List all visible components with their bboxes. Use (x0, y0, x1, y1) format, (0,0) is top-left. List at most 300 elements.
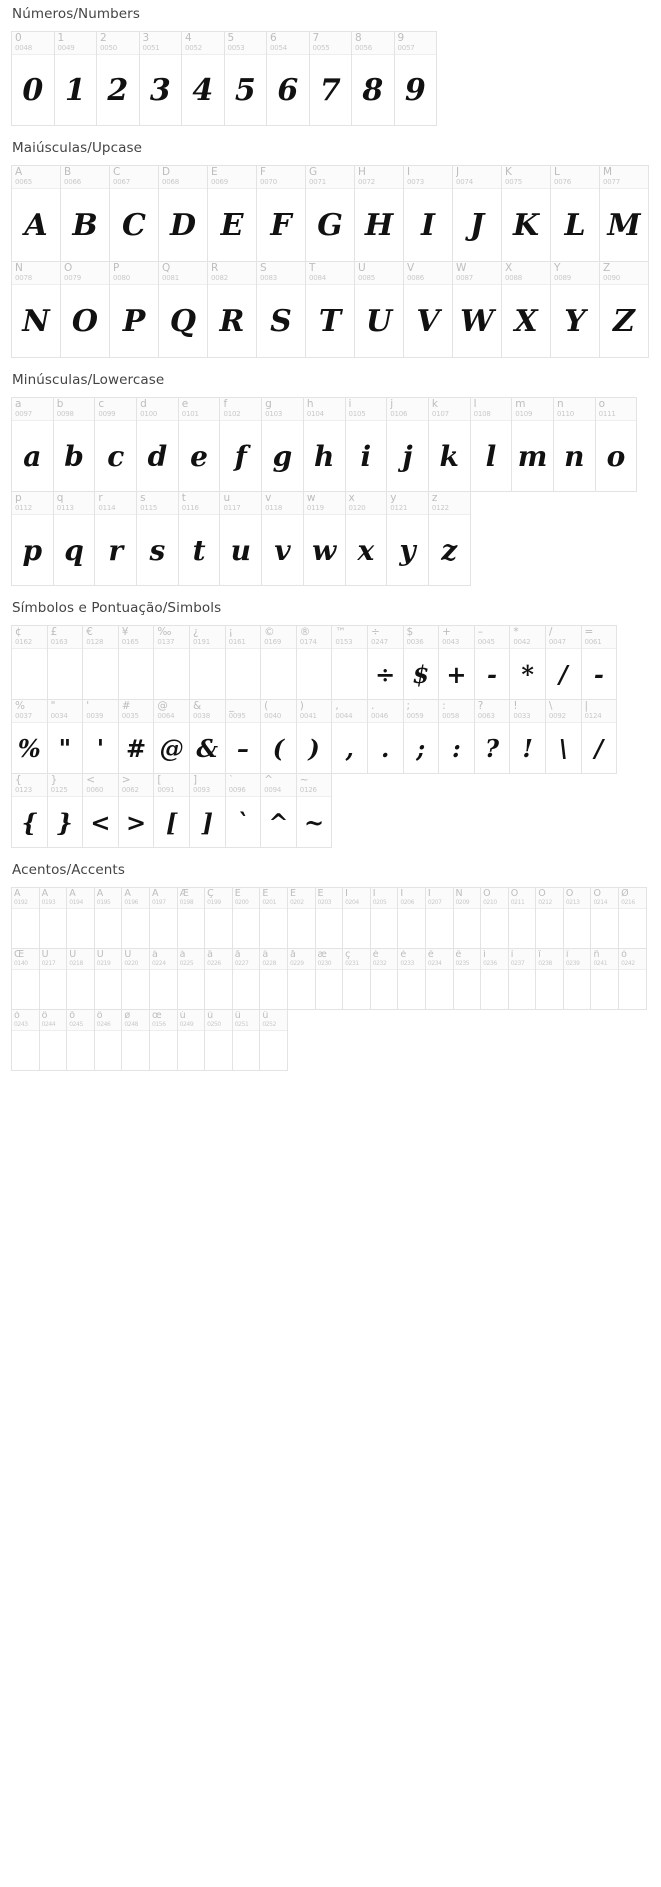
glyph-cell[interactable] (118, 625, 155, 700)
glyph-cell[interactable] (53, 397, 96, 492)
glyph-cell-header (205, 949, 232, 970)
glyph-character-label: Á (41, 889, 49, 899)
glyph-code-label: 0112 (15, 504, 33, 512)
glyph-cell-header (509, 949, 536, 970)
glyph-cell[interactable] (11, 397, 54, 492)
glyph-preview: : (451, 733, 461, 763)
glyph-cell[interactable] (287, 887, 316, 949)
glyph-cell[interactable] (207, 165, 257, 262)
glyph-cell[interactable] (474, 625, 511, 700)
glyph-cell[interactable] (354, 261, 404, 358)
glyph-cell[interactable] (296, 773, 333, 848)
glyph-cell[interactable] (397, 948, 426, 1010)
glyph-character-label: g (265, 399, 272, 410)
glyph-cell[interactable] (287, 948, 316, 1010)
glyph-cell-header (582, 626, 617, 649)
glyph-cell[interactable] (386, 397, 429, 492)
glyph-cell[interactable] (550, 261, 600, 358)
glyph-cell[interactable] (219, 397, 262, 492)
glyph-preview: ! (522, 733, 533, 763)
glyph-cell[interactable] (428, 397, 471, 492)
glyph-cell[interactable] (261, 491, 304, 586)
glyph-cell[interactable] (224, 31, 268, 126)
glyph-cell-header (262, 492, 303, 515)
glyph-code-label: 0062 (121, 786, 139, 794)
glyph-cell[interactable] (177, 948, 206, 1010)
glyph-code-label: 0035 (121, 712, 139, 720)
glyph-cell[interactable] (403, 165, 453, 262)
glyph-cell[interactable] (535, 948, 564, 1010)
glyph-code-label: 0219 (96, 960, 111, 967)
glyph-cell[interactable] (204, 887, 233, 949)
glyph-cell[interactable] (303, 491, 346, 586)
glyph-code-label: 0117 (223, 504, 241, 512)
glyph-cell[interactable] (509, 699, 546, 774)
glyph-cell-header (288, 888, 315, 909)
glyph-character-label: È (234, 889, 241, 899)
glyph-preview: y (399, 533, 416, 567)
glyph-character-label: Ñ (455, 889, 463, 899)
glyph-code-label: 0097 (15, 410, 33, 418)
glyph-character-label: q (56, 493, 64, 504)
glyph-code-label: 0066 (64, 178, 82, 186)
glyph-cell[interactable] (225, 625, 262, 700)
glyph-cell-header (137, 492, 178, 515)
glyph-cell[interactable] (474, 699, 511, 774)
glyph-cell[interactable] (177, 887, 206, 949)
glyph-cell[interactable] (189, 625, 226, 700)
glyph-code-label: 0086 (407, 274, 425, 282)
glyph-code-label: 0046 (370, 712, 388, 720)
glyph-cell[interactable] (82, 625, 119, 700)
glyph-cell[interactable] (158, 165, 208, 262)
glyph-cell[interactable] (121, 948, 150, 1010)
glyph-cell[interactable] (595, 397, 638, 492)
glyph-cell[interactable] (590, 887, 619, 949)
glyph-code-label: 0098 (56, 410, 74, 418)
glyph-cell[interactable] (259, 1009, 288, 1071)
glyph-cell[interactable] (261, 397, 304, 492)
glyph-preview: 8 (362, 72, 384, 108)
glyph-preview (12, 909, 39, 948)
glyph-code-label: 0247 (370, 638, 388, 646)
glyph-code-label: 0083 (260, 274, 278, 282)
glyph-code-label: 0067 (113, 178, 131, 186)
glyph-cell[interactable] (94, 887, 123, 949)
glyph-character-label: É (262, 889, 269, 899)
glyph-cell-header (233, 949, 260, 970)
glyph-character-label: m (515, 399, 526, 410)
glyph-cell[interactable] (480, 948, 509, 1010)
glyph-cell[interactable] (204, 948, 233, 1010)
glyph-cell[interactable] (403, 625, 440, 700)
glyph-cell[interactable] (453, 948, 482, 1010)
glyph-cell[interactable] (232, 1009, 261, 1071)
glyph-preview (226, 649, 261, 699)
glyph-cell-header (159, 262, 207, 285)
glyph-cell[interactable] (153, 625, 190, 700)
glyph-character-label: © (264, 627, 275, 638)
glyph-character-label: Ï (427, 889, 431, 899)
glyph-character-label: b (56, 399, 64, 410)
glyph-character-label: ™ (335, 627, 346, 638)
glyph-cell[interactable] (438, 699, 475, 774)
glyph-preview (288, 909, 315, 948)
section-title: Maiúsculas/Upcase (12, 140, 143, 156)
glyph-cell[interactable] (260, 773, 297, 848)
glyph-cell[interactable] (545, 625, 582, 700)
glyph-cell[interactable] (11, 31, 55, 126)
glyph-cell[interactable] (94, 1009, 123, 1071)
glyph-cell[interactable] (189, 773, 226, 848)
glyph-cell[interactable] (94, 397, 137, 492)
glyph-character-label: a (15, 399, 22, 410)
glyph-code-label: 0040 (264, 712, 282, 720)
glyph-code-label: 0220 (124, 960, 139, 967)
glyph-code-label: 0099 (98, 410, 116, 418)
glyph-cell[interactable] (354, 165, 404, 262)
glyph-cell[interactable] (315, 887, 344, 949)
glyph-cell[interactable] (260, 699, 297, 774)
glyph-preview: u (230, 533, 251, 567)
glyph-cell-header (40, 1010, 67, 1031)
glyph-cell[interactable] (82, 773, 119, 848)
glyph-cell[interactable] (266, 31, 310, 126)
glyph-preview (261, 649, 296, 699)
glyph-cell-header (387, 398, 428, 421)
glyph-character-label: @ (157, 701, 168, 712)
glyph-cell[interactable] (342, 948, 371, 1010)
glyph-cell[interactable] (296, 625, 333, 700)
glyph-cell[interactable] (403, 699, 440, 774)
glyph-cell[interactable] (342, 887, 371, 949)
glyph-preview: @ (159, 733, 184, 763)
glyph-cell[interactable] (181, 31, 225, 126)
glyph-cell[interactable] (11, 948, 40, 1010)
glyph-cell[interactable] (11, 887, 40, 949)
glyph-preview: - (487, 659, 497, 689)
glyph-cell[interactable] (501, 261, 551, 358)
glyph-cell[interactable] (11, 625, 48, 700)
glyph-cell-header (233, 888, 260, 909)
glyph-cell[interactable] (94, 948, 123, 1010)
glyph-code-label: 0126 (299, 786, 317, 794)
glyph-cell[interactable] (109, 261, 159, 358)
glyph-cell[interactable] (136, 397, 179, 492)
glyph-cell[interactable] (367, 699, 404, 774)
glyph-code-label: 0044 (335, 712, 353, 720)
glyph-character-label: Ù (41, 950, 49, 960)
glyph-cell[interactable] (82, 699, 119, 774)
glyph-cell[interactable] (39, 887, 68, 949)
glyph-cell[interactable] (553, 397, 596, 492)
glyph-cell[interactable] (397, 887, 426, 949)
glyph-character-label: { (15, 775, 22, 786)
glyph-cell[interactable] (207, 261, 257, 358)
glyph-preview: s (149, 533, 166, 567)
glyph-cell[interactable] (66, 948, 95, 1010)
glyph-character-label: ` (228, 775, 234, 786)
glyph-cell-header (510, 626, 545, 649)
glyph-cell[interactable] (256, 165, 306, 262)
glyph-character-label: : (442, 701, 446, 712)
glyph-cell[interactable] (178, 491, 221, 586)
glyph-preview (536, 909, 563, 948)
glyph-cell[interactable] (452, 261, 502, 358)
glyph-cell[interactable] (158, 261, 208, 358)
glyph-cell[interactable] (39, 948, 68, 1010)
glyph-cell[interactable] (11, 165, 61, 262)
glyph-cell[interactable] (121, 1009, 150, 1071)
glyph-character-label: _ (228, 701, 234, 712)
glyph-cell[interactable] (153, 699, 190, 774)
glyph-code-label: 0069 (211, 178, 229, 186)
glyph-code-label: 0102 (223, 410, 241, 418)
glyph-preview: r (108, 533, 124, 567)
glyph-cell[interactable] (470, 397, 513, 492)
glyph-code-label: 0053 (227, 44, 245, 52)
glyph-cell[interactable] (394, 31, 438, 126)
glyph-cell[interactable] (599, 261, 649, 358)
glyph-preview (233, 970, 260, 1009)
glyph-preview: ' (96, 733, 105, 763)
glyph-preview (122, 1031, 149, 1070)
glyph-cell[interactable] (563, 948, 592, 1010)
glyph-cell[interactable] (581, 625, 618, 700)
glyph-code-label: 0091 (157, 786, 175, 794)
glyph-cell[interactable] (149, 887, 178, 949)
glyph-cell-header (371, 949, 398, 970)
glyph-preview (119, 649, 154, 699)
glyph-cell[interactable] (309, 31, 353, 126)
glyph-cell[interactable] (501, 165, 551, 262)
glyph-code-label: 0051 (142, 44, 160, 52)
glyph-code-label: 0214 (593, 899, 608, 906)
glyph-character-label: Ç (207, 889, 214, 899)
glyph-cell[interactable] (438, 625, 475, 700)
glyph-cell-header (591, 949, 618, 970)
glyph-cell[interactable] (303, 397, 346, 492)
glyph-cell-header (453, 262, 501, 285)
glyph-cell[interactable] (204, 1009, 233, 1071)
glyph-cell[interactable] (345, 397, 388, 492)
glyph-cell[interactable] (331, 625, 368, 700)
glyph-cell[interactable] (256, 261, 306, 358)
glyph-cell[interactable] (54, 31, 98, 126)
glyph-cell[interactable] (370, 887, 399, 949)
glyph-cell-header (159, 166, 207, 189)
glyph-cell[interactable] (121, 887, 150, 949)
glyph-cell[interactable] (345, 491, 388, 586)
glyph-cell[interactable] (618, 948, 647, 1010)
glyph-cell-header (208, 262, 256, 285)
glyph-cell[interactable] (47, 773, 84, 848)
glyph-preview: D (169, 207, 196, 243)
glyph-cell[interactable] (331, 699, 368, 774)
glyph-code-label: 0249 (179, 1021, 194, 1028)
glyph-cell[interactable] (47, 625, 84, 700)
glyph-code-label: 0105 (348, 410, 366, 418)
glyph-cell[interactable] (118, 773, 155, 848)
glyph-cell-header (179, 492, 220, 515)
glyph-cell[interactable] (11, 491, 54, 586)
glyph-cell-header (332, 626, 367, 649)
glyph-cell[interactable] (60, 261, 110, 358)
glyph-cell[interactable] (351, 31, 395, 126)
glyph-section (12, 6, 649, 126)
glyph-character-label: ^ (264, 775, 273, 786)
glyph-code-label: 0107 (431, 410, 449, 418)
glyph-cell[interactable] (109, 165, 159, 262)
glyph-cell[interactable] (149, 1009, 178, 1071)
glyph-cell[interactable] (425, 887, 454, 949)
glyph-cell[interactable] (259, 948, 288, 1010)
glyph-character-label: . (370, 701, 375, 712)
glyph-cell[interactable] (581, 699, 618, 774)
glyph-code-label: 0058 (442, 712, 460, 720)
glyph-preview (481, 970, 508, 1009)
glyph-cell[interactable] (259, 887, 288, 949)
glyph-cell[interactable] (47, 699, 84, 774)
glyph-cell[interactable] (11, 1009, 40, 1071)
glyph-code-label: 0101 (181, 410, 199, 418)
glyph-code-label: 0120 (348, 504, 366, 512)
glyph-cell[interactable] (225, 773, 262, 848)
glyph-preview (509, 909, 536, 948)
glyph-cell[interactable] (219, 491, 262, 586)
glyph-character-label: â (207, 950, 213, 960)
glyph-cell[interactable] (305, 165, 355, 262)
glyph-cell[interactable] (39, 1009, 68, 1071)
glyph-cell-header (260, 1010, 287, 1031)
glyph-cell[interactable] (178, 397, 221, 492)
glyph-cell[interactable] (509, 625, 546, 700)
glyph-cell[interactable] (232, 948, 261, 1010)
glyph-cell[interactable] (66, 1009, 95, 1071)
glyph-character-label: æ (317, 950, 327, 960)
glyph-cell-header (179, 398, 220, 421)
glyph-preview (67, 1031, 94, 1070)
glyph-cell[interactable] (177, 1009, 206, 1071)
glyph-cell[interactable] (232, 887, 261, 949)
glyph-cell[interactable] (296, 699, 333, 774)
glyph-cell[interactable] (53, 491, 96, 586)
glyph-code-label: 0174 (299, 638, 317, 646)
glyph-code-label: 0060 (86, 786, 104, 794)
glyph-code-label: 0169 (264, 638, 282, 646)
glyph-cell-header (395, 32, 437, 55)
glyph-cell-header (220, 398, 261, 421)
glyph-preview (564, 909, 591, 948)
glyph-code-label: 0250 (207, 1021, 221, 1028)
glyph-cell[interactable] (508, 948, 537, 1010)
glyph-cell[interactable] (618, 887, 647, 949)
glyph-character-label: Î (400, 889, 404, 899)
glyph-preview: Z (613, 303, 635, 339)
glyph-cell[interactable] (118, 699, 155, 774)
glyph-cell-header (316, 949, 343, 970)
glyph-preview (591, 970, 618, 1009)
glyph-cell[interactable] (550, 165, 600, 262)
glyph-cell-header (368, 626, 403, 649)
glyph-cell[interactable] (315, 948, 344, 1010)
glyph-preview: R (219, 303, 245, 339)
bottom-spacer (12, 1071, 649, 1097)
glyph-character-label: Ø (621, 889, 629, 899)
glyph-cell[interactable] (153, 773, 190, 848)
glyph-cell[interactable] (225, 699, 262, 774)
glyph-code-label: 0236 (483, 960, 497, 967)
glyph-cell-header (150, 1010, 177, 1031)
glyph-character-label: Ã (96, 889, 104, 899)
glyph-preview: - (593, 659, 604, 689)
glyph-cell[interactable] (403, 261, 453, 358)
glyph-cell[interactable] (94, 491, 137, 586)
glyph-code-label: 0195 (96, 899, 111, 906)
glyph-preview: U (365, 303, 393, 339)
glyph-character-label: Q (162, 263, 171, 274)
glyph-cell[interactable] (386, 491, 429, 586)
glyph-cell[interactable] (508, 887, 537, 949)
glyph-code-label: 0064 (157, 712, 175, 720)
glyph-cell[interactable] (452, 165, 502, 262)
glyph-preview: w (312, 533, 337, 567)
glyph-cell[interactable] (11, 699, 48, 774)
glyph-cell[interactable] (511, 397, 554, 492)
glyph-cell[interactable] (370, 948, 399, 1010)
glyph-cell[interactable] (367, 625, 404, 700)
glyph-cell[interactable] (96, 31, 140, 126)
glyph-cell[interactable] (590, 948, 619, 1010)
glyph-cell[interactable] (535, 887, 564, 949)
glyph-cell-header (297, 626, 332, 649)
glyph-cell[interactable] (260, 625, 297, 700)
glyph-character-label: £ (50, 627, 58, 638)
glyph-code-label: 0230 (317, 960, 332, 967)
glyph-cell[interactable] (136, 491, 179, 586)
glyph-preview: e (190, 439, 208, 473)
glyph-cell[interactable] (428, 491, 471, 586)
glyph-cell[interactable] (66, 887, 95, 949)
glyph-code-label: 0246 (96, 1021, 111, 1028)
glyph-cell[interactable] (425, 948, 454, 1010)
glyph-cell-header (122, 888, 149, 909)
glyph-cell[interactable] (11, 261, 61, 358)
glyph-cell[interactable] (189, 699, 226, 774)
glyph-cell[interactable] (11, 773, 48, 848)
glyph-cell[interactable] (563, 887, 592, 949)
glyph-code-label: 0212 (538, 899, 552, 906)
glyph-cell[interactable] (545, 699, 582, 774)
glyph-cell[interactable] (453, 887, 482, 949)
glyph-character-label: C (113, 167, 121, 178)
glyph-preview: / (594, 733, 604, 763)
glyph-cell-header (110, 166, 158, 189)
glyph-code-label: 0041 (299, 712, 317, 720)
glyph-cell-header (61, 166, 109, 189)
glyph-code-label: 0241 (593, 960, 608, 967)
glyph-cell[interactable] (599, 165, 649, 262)
glyph-cell[interactable] (60, 165, 110, 262)
glyph-preview: [ (165, 807, 178, 837)
glyph-cell[interactable] (305, 261, 355, 358)
glyph-cell[interactable] (149, 948, 178, 1010)
glyph-cell-header (371, 888, 398, 909)
glyph-cell[interactable] (480, 887, 509, 949)
glyph-character-label: ï (565, 950, 569, 960)
glyph-cell[interactable] (139, 31, 183, 126)
glyph-code-label: 0197 (151, 899, 166, 906)
